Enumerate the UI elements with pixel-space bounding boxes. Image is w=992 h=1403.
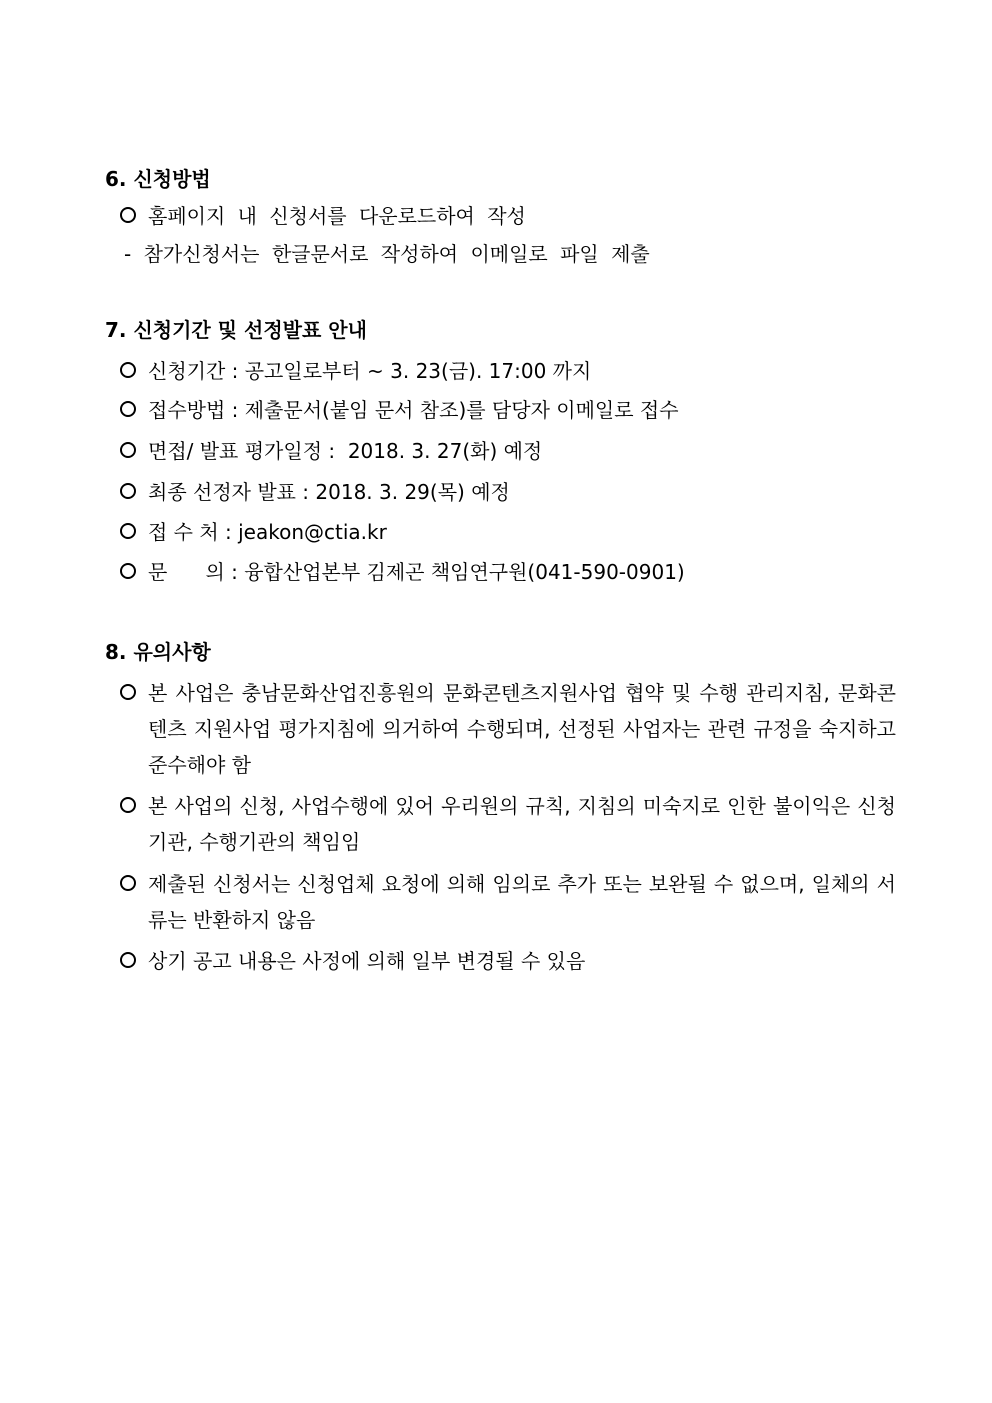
section-7-title: 7. 신청기간 및 선정발표 안내 [105,318,367,342]
section-7-item: 신청기간 : 공고일로부터 ~ 3. 23(금). 17:00 까지 [148,359,592,383]
section-8-item: 제출된 신청서는 신청업체 요청에 의해 임의로 추가 또는 보완될 수 없으며, 일체의 서류는 반환하지 않음 [148,872,896,932]
section-6-item: 홈페이지 내 신청서를 다운로드하여 작성 [148,204,526,228]
section-6-title: 6. 신청방법 [105,167,211,191]
section-7-item: 면접/ 발표 평가일정 : 2018. 3. 27(화) 예정 [148,439,543,463]
bullet-circle-icon [118,518,138,546]
bullet-circle-icon [118,437,138,465]
bullet-circle-icon [118,679,138,707]
section-8-item: 본 사업은 충남문화산업진흥원의 문화콘텐츠지원사업 협약 및 수행 관리지침, 문화콘텐츠 지원사업 평가지침에 의거하여 수행되며, 선정된 사업자는 관련 규정을 숙지하고 준수해야 함 [148,681,896,777]
bullet-circle-icon [118,478,138,506]
section-7-item: 접수방법 : 제출문서(붙임 문서 참조)를 담당자 이메일로 접수 [148,398,679,422]
bullet-circle-icon [118,870,138,898]
bullet-circle-icon [118,947,138,975]
section-7-item: 최종 선정자 발표 : 2018. 3. 29(목) 예정 [148,480,510,504]
section-7-item: 접 수 처 : jeakon@ctia.kr [148,520,387,544]
bullet-circle-icon [118,396,138,424]
bullet-circle-icon [118,357,138,385]
bullet-circle-icon [118,202,138,230]
bullet-circle-icon [118,792,138,820]
section-8-item: 본 사업의 신청, 사업수행에 있어 우리원의 규칙, 지침의 미숙지로 인한 불이익은 신청기관, 수행기관의 책임임 [148,794,896,854]
section-8-title: 8. 유의사항 [105,640,211,664]
section-7-item: 문 의 : 융합산업본부 김제곤 책임연구원(041-590-0901) [148,560,685,584]
bullet-circle-icon [118,558,138,586]
section-8-item: 상기 공고 내용은 사정에 의해 일부 변경될 수 있음 [148,949,586,973]
section-6-subitem: - 참가신청서는 한글문서로 작성하여 이메일로 파일 제출 [124,242,650,266]
